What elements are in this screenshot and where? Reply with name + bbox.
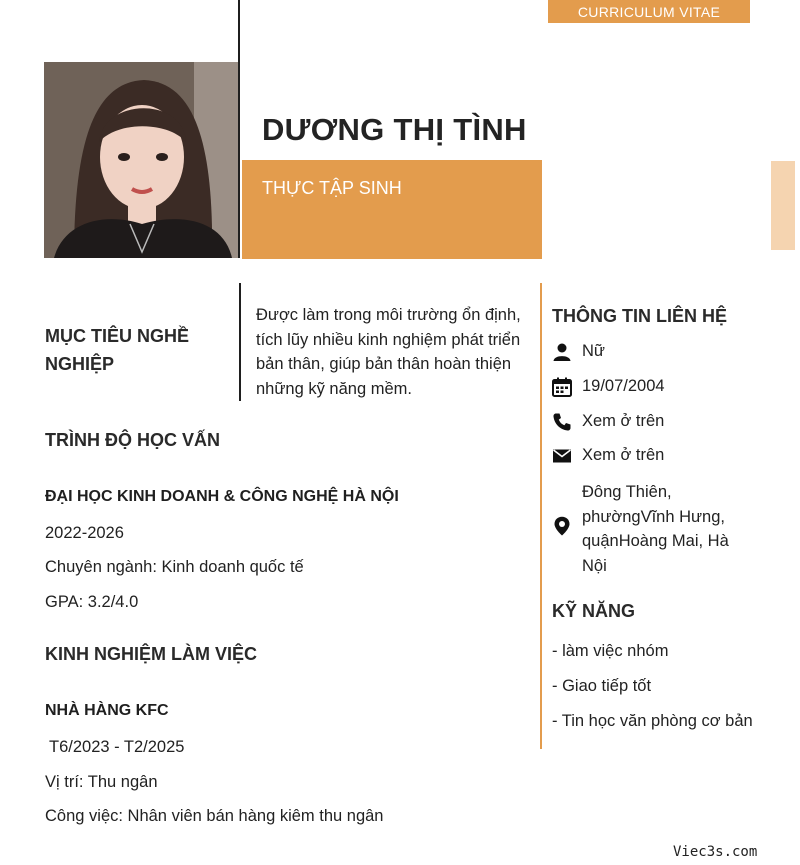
watermark: Viec3s.com: [673, 844, 758, 860]
cv-tag: CURRICULUM VITAE: [548, 0, 750, 23]
objective-text: Được làm trong môi trường ổn định, tích lũy nhiều kinh nghiệm phát triển bản thân, giúp bản thân hoàn thiện những kỹ năng mềm.: [256, 306, 521, 398]
person-icon: [552, 342, 572, 362]
education-major: Chuyên ngành: Kinh doanh quốc tế: [45, 558, 304, 576]
contact-gender: Nữ: [582, 342, 605, 360]
location-pin-icon: [552, 516, 572, 536]
contact-dob-row: [552, 377, 665, 397]
skills-heading: KỸ NĂNG: [552, 601, 636, 621]
header-divider: [238, 0, 240, 258]
experience-period: T6/2023 - T2/2025: [49, 738, 185, 756]
contact-phone: Xem ở trên: [582, 412, 665, 430]
contact-address: Đông Thiên, phườngVĩnh Hưng, quậnHoàng Mai, Hà Nội: [582, 483, 729, 575]
objective-heading: MỤC TIÊU NGHỀ NGHIỆP: [45, 326, 189, 374]
position-banner: [242, 160, 542, 259]
contact-gender-row: [552, 342, 605, 362]
contact-email-row: [552, 446, 664, 466]
profile-photo: [44, 62, 238, 258]
skill-item: - Giao tiếp tốt: [552, 677, 652, 695]
side-accent-block: [771, 161, 795, 250]
skill-item: - làm việc nhóm: [552, 642, 669, 660]
education-heading: TRÌNH ĐỘ HỌC VẤN: [45, 430, 220, 450]
education-years: 2022-2026: [45, 524, 124, 542]
experience-role: Vị trí: Thu ngân: [45, 773, 158, 791]
sidebar-divider: [540, 283, 542, 749]
education-gpa: GPA: 3.2/4.0: [45, 593, 139, 611]
contact-dob: 19/07/2004: [582, 377, 665, 395]
company-name: NHÀ HÀNG KFC: [45, 702, 169, 719]
position-title: THỰC TẬP SINH: [262, 178, 402, 198]
school-name: ĐẠI HỌC KINH DOANH & CÔNG NGHỆ HÀ NỘI: [45, 488, 399, 505]
portrait-image: [44, 62, 238, 258]
contact-phone-row: [552, 412, 664, 432]
objective-divider: [239, 283, 241, 401]
contact-email: Xem ở trên: [582, 446, 665, 464]
calendar-icon: [552, 377, 572, 397]
contact-address-row: [552, 480, 752, 578]
skill-item: - Tin học văn phòng cơ bản: [552, 712, 753, 730]
mail-icon: [552, 446, 572, 466]
candidate-name: DƯƠNG THỊ TÌNH: [262, 112, 527, 147]
phone-icon: [552, 412, 572, 432]
experience-heading: KINH NGHIỆM LÀM VIỆC: [45, 644, 258, 664]
experience-duty: Công việc: Nhân viên bán hàng kiêm thu ngân: [45, 807, 384, 825]
contact-heading: THÔNG TIN LIÊN HỆ: [552, 306, 727, 326]
